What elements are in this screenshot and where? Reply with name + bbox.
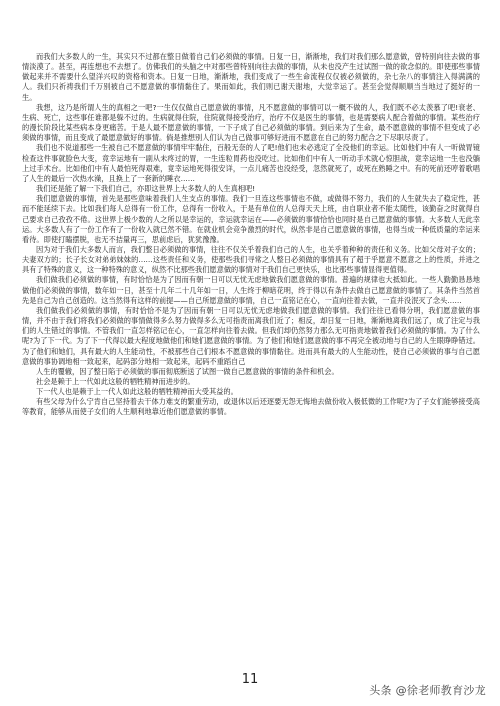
paragraph: 下一代人也是赖于上一代人如此这般的牺牲精神而大受其益的。 [36, 387, 238, 397]
document-body [22, 52, 480, 670]
paragraph: 有些父母为什么宁肯自己坚持着去干体力难支的繁重劳动，或退休以后还逐要无怨无悔地去做份收入极低微的工作呢?为了子女们能够接受高等教育，能够从而使子女们的人生顺利地靠近他们愿意做的事情。 [22, 397, 480, 417]
paragraph: 我们也不说道那些一生被自己不愿意做的事情牢牢黏住，百般无奈的人了吧!他们也未必逃定了全没他们的幸运。比如他们中有人一听做胃镜检查这件事就脸色大变，竟幸运地有一副从未疼过的胃，一生连粒胃药也没吃过。比如他们中有人一听动手术就心惊胆战，竟幸运地一生也没躺上过手术台。比如他们中有人最怕死得艰难，竟幸运地死得很安详，一点儿痛苦也没经受，忽然就死了，或死在熟睡之中。有的死前还哼着歌唱了人生的最后一次热水澡，且换上了一套新的睡衣…… [22, 143, 480, 183]
paragraph: 我们愿意做的事情，首先是那些意味着我们人生支点的事情。我们一旦连这些事情也不做，或做得不努力，我们的人生就失去了稳定性，甚而不能延续下去。比如我们每人总得有一份工作，总得有一份收入，于是有单位的人总得天天上班，由自职业者不能太随性，该勤奋之时就得自己要求自己孜孜不倦。这世界上极少数的人之所以是幸运的，幸运就幸运在——必须做的事情恰恰也同时是自己愿意做的事情。大多数人无此幸运。大多数人有了一份工作有了一份收入就已然不错。在就业机会竞争激烈的时代，纵然非是自己愿意做的事情，也得当成一种低质量的幸运来看待。即使打瞌摆脱，也无不拮量再三，思前虑后，犹犹豫豫。 [22, 194, 480, 244]
paragraph: 我们做我们必须做的事情，有时恰恰是为了因而有朝一日可以无忧无虑地做我们愿意做的事情。普遍的规律也大抵如此。一些人勤勤恳恳地做他们必须做的事情，数年如一日，甚至十几年二十几年如一日，人生终于柳暗花明，终于得以有条件去做自己愿意做的事情了。其条件当然首先是自己为自己创造的。这当然得有这样的前提——自己所愿意做的事情，自己一直铭记在心，一直向往着去做，一直并没泯灭了念头…… [22, 275, 480, 305]
paragraph: 人生的覆辙，因了整日陷于必须做的事而彻底断送了试图一做自己愿意做的事情的条件和机会。 [36, 366, 339, 376]
paragraph: 而我们大多数人的一生，其实只不过都在整日做着自己们必须做的事情。日复一日，渐渐地，我们对我们那么愿意做，曾特别向往去做的事情淡漠了。甚至，再连想也不去想了。仿佛我们的头脑之中对那些曾特别向往去做的事情，从未也没产生过试图一做的欲念似的。即使那些事情做起来并不需要什么望洋兴叹的资格和资本。日复一日地，渐渐地，我们变成了一些生命流程仅仅被必须做的，杂七杂八的事情注入得满满的人。我们只祈祷我们千万别被自己不愿意做的事情黏住了。果而如此，我们则已谢天谢地，大觉幸运了。甚至会觉得顺顺当当地过了挺好的一生。 [22, 52, 480, 102]
paragraph: 我想，这乃是所谓人生的真相之一吧?一生仅仅做自己愿意做的事情，凡不愿意做的事情可以一概不做的人，我们既不必太羡慕了吧!衰老、生病、死亡，这些事任谁都是躲不过的。生病就得住院，住院就得接受治疗，治疗不仅是医生的事情，也是需要病人配合着做的事情。某些治疗的漫长阶段比某些病本身更痛苦。于是人最不愿意做的事情，一下子成了自己必须做的事情。到后来为了生命，最不愿意做的事情不但变成了必须做的事情，而且变成了最愿意做好的事情。倘是推想别人们认为自己做事可够好进而不愿意在自己的努力配合之下尽职尽责了。 [22, 102, 480, 143]
paragraph: 因为对于我们大多数人而言，我们整日必须做的事情，往往不仅关乎着我们自己的人生，也关乎着种种的责任和义务。比如父母对子女的；夫妻双方的；长子长女对弟弟妹妹的……这些责任和义务，使那些我们寻常之人整日必须做的事情具有了超于乎愿意不愿意之上的性质，并进之具有了特殊的意义，这一种特殊的意义，纵然不比那些我们愿意做的事情对于我们自己更快乐，也比那些事情显得更值得。 [22, 244, 480, 275]
paragraph: 社会是赖于上一代如此这般的牺牲精神而进步的。 [36, 377, 195, 386]
paragraph: 我们做我们必须做的事情，有时恰恰不是为了因而有朝一日可以无忧无虑地做我们愿意做的事情。我们往往已看得分明，我们愿意做的事情，并不由于我们将我们必须做的事情做得多么努力做得多么无可指责而离我们近了；相反，却日复一日地，渐渐地离我们远了，成了注定与我们的人生错过的事情。不管我们一直怎样铭记在心，一直怎样向往着去做。但我们却仍然努力那么无可指责地做着我们必须做的事情。为了什么呢?为了下一代。为了下一代得以最大程度地做他们和她们愿意做的事情。为了他们和她们愿意做的事不再完全被动地与自己的人生眼睁睁错过。为了他们和她们，具有最大的人生能动性，不被那些自己们根本不愿意做的事情黏住。进而具有最大的人生能动性，使自己必须做的事与自己愿意做的事协调地相一致起来，起码部分地相一致起来，起码不重蹈自己 [22, 305, 480, 366]
paragraph: 我们还是能了解一下我们自己，亦即这世界上大多数人的人生真相吧! [36, 184, 256, 194]
page-number: 11 [241, 672, 259, 687]
watermark-text: 头条 @徐老师教育沙龙 [369, 684, 486, 697]
